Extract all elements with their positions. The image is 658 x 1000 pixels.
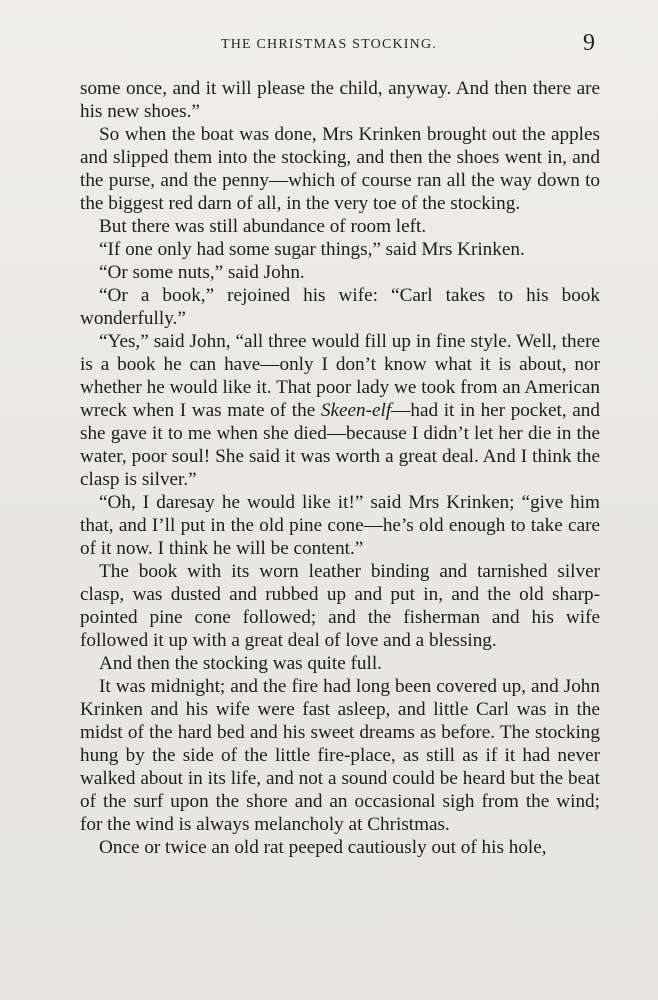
- paragraph-4: [80, 238, 600, 261]
- paragraph-text: “If one only had some sugar things,” said Mrs Krinken.: [99, 239, 525, 260]
- paragraph-text: The book with its worn leather binding and tarnished silver clasp, was dusted and rubbed up and put in, and the old sharp-pointed pine cone followed; and the fisherman and his wife followed it up with a great deal of love and a blessing.: [80, 561, 600, 651]
- paragraph-2: [80, 123, 600, 215]
- page-number: 9: [583, 30, 595, 56]
- paragraph-9: [80, 560, 600, 652]
- paragraph-11: [80, 675, 600, 836]
- paragraph-text: And then the stocking was quite full.: [99, 653, 382, 674]
- body-text: [80, 77, 600, 859]
- paragraph-text: “Or a book,” rejoined his wife: “Carl takes to his book wonderfully.”: [80, 285, 600, 329]
- paragraph-1: [80, 77, 600, 123]
- paragraph-3: [80, 215, 600, 238]
- paragraph-6: [80, 284, 600, 330]
- paragraph-text: It was midnight; and the fire had long been covered up, and John Krinken and his wife were fast asleep, and little Carl was in the midst of the hard bed and his sweet dreams as before. The stocking hung by the side of the little fire-place, as still as if it had never walked about in its life, and not a sound could be heard but the beat of the surf upon the shore and an occasional sigh from the wind; for the wind is always melancholy at Christmas.: [80, 676, 600, 835]
- paragraph-text: But there was still abundance of room left.: [99, 216, 427, 237]
- page-header: [0, 28, 658, 68]
- paragraph-text: Once or twice an old rat peeped cautiously out of his hole,: [99, 837, 547, 858]
- paragraph-5: [80, 261, 600, 284]
- paragraph-text: some once, and it will please the child, anyway. And then there are his new shoes.”: [80, 78, 600, 122]
- running-title: THE CHRISTMAS STOCKING.: [221, 37, 437, 52]
- paragraph-12: [80, 836, 600, 859]
- paragraph-text: “Yes,” said John, “all three would fill up in fine style. Well, there is a book he can have—only I don’t know what it is about, nor whether he would like it. That poor lady we took from an American wreck when I was mate of the: [80, 331, 600, 421]
- paragraph-10: [80, 652, 600, 675]
- paragraph-text: “Or some nuts,” said John.: [99, 262, 305, 283]
- paragraph-8: [80, 491, 600, 560]
- paragraph-7: [80, 330, 600, 491]
- paragraph-text: “Oh, I daresay he would like it!” said Mrs Krinken; “give him that, and I’ll put in the old pine cone—he’s old enough to take care of it now. I think he will be content.”: [80, 492, 600, 559]
- ship-name-italic: Skeen-elf: [320, 400, 392, 421]
- paragraph-text: —had it in her pocket, and she gave it to me when she died—because I didn’t let her die in the water, poor soul! She said it was worth a great deal. And I think the clasp is silver.”: [80, 400, 600, 490]
- paragraph-text: So when the boat was done, Mrs Krinken brought out the apples and slipped them into the stocking, and then the shoes went in, and the purse, and the penny—which of course ran all the way down to the biggest red darn of all, in the very toe of the stocking.: [80, 124, 600, 214]
